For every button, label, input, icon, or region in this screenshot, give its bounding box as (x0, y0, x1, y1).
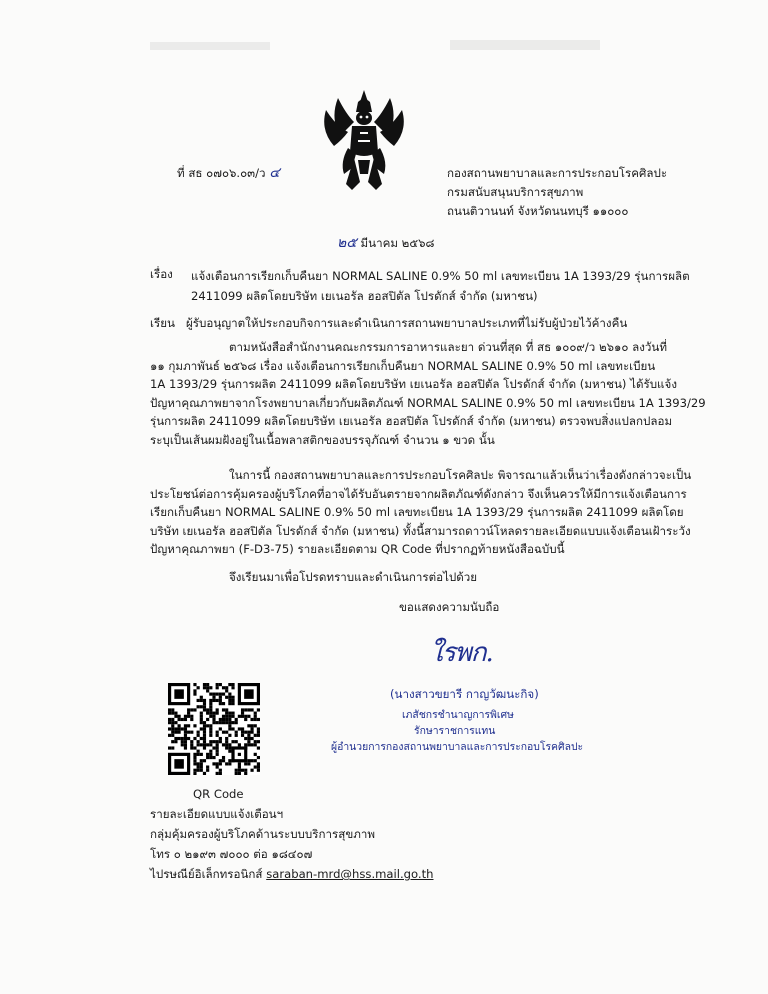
regards-text: ขอแสดงความนับถือ (399, 600, 500, 614)
handwritten-signature: ใรพก. (430, 638, 493, 668)
paragraph-line: ตามหนังสือสำนักงานคณะกรรมการอาหารและยา ด่วนที่สุด ที่ สธ ๑๐๐๙/ว ๒๖๑๐ ลงวันที่ (229, 340, 667, 354)
contact-email-line (150, 866, 434, 882)
body-paragraph-1 (150, 338, 706, 449)
agency-line: กรมสนับสนุนบริการสุขภาพ (447, 185, 584, 199)
document-date (337, 235, 434, 251)
closing-line: จึงเรียนมาเพื่อโปรดทราบและดำเนินการต่อไปด้วย (229, 570, 478, 584)
bleed-through-marks (150, 36, 610, 60)
contact-email-link[interactable]: saraban-mrd@hss.mail.go.th (266, 867, 434, 881)
reference-handwritten-number: ๔ (269, 165, 280, 181)
subject-line: 2411099 ผลิตโดยบริษัท เยเนอรัล ฮอสปิตัล โปรดักส์ จำกัด (มหาชน) (191, 289, 538, 303)
qr-detail-label: รายละเอียดแบบแจ้งเตือนฯ (150, 807, 284, 821)
qr-caption: QR Code (193, 787, 244, 801)
qr-code[interactable] (168, 683, 260, 775)
date-month-year: มีนาคม ๒๕๖๘ (360, 236, 435, 250)
reference-number (177, 165, 280, 181)
contact-phone: โทร ๐ ๒๑๙๓ ๗๐๐๐ ต่อ ๑๘๔๐๗ (150, 847, 313, 861)
signer-position: เภสัชกรชำนาญการพิเศษ (402, 709, 514, 721)
agency-line: กองสถานพยาบาลและการประกอบโรคศิลปะ (447, 166, 668, 180)
subject-text (191, 266, 690, 306)
paragraph-line: บริษัท เยเนอรัล ฮอสปิตัล โปรดักส์ จำกัด (มหาชน) ทั้งนี้สามารถดาวน์โหลดรายละเอียดแบบแจ้งเตือนเฝ้าระวัง (150, 523, 691, 538)
agency-line: ถนนติวานนท์ จังหวัดนนทบุรี ๑๑๐๐๐ (447, 204, 629, 218)
signer-acting-title: รักษาราชการแทน (414, 725, 496, 737)
garuda-emblem-icon (318, 88, 410, 194)
paragraph-line: ๑๑ กุมภาพันธ์ ๒๕๖๘ เรื่อง แจ้งเตือนการเรียกเก็บคืนยา NORMAL SALINE 0.9% 50 ml เลขทะเบียน (150, 358, 656, 373)
paragraph-line: ปัญหาคุณภาพยาจากโรงพยาบาลเกี่ยวกับผลิตภัณฑ์ NORMAL SALINE 0.9% 50 ml เลขทะเบียน 1A 1393/29 (150, 395, 706, 410)
paragraph-line: รุ่นการผลิต 2411099 ผลิตโดยบริษัท เยเนอรัล ฮอสปิตัล โปรดักส์ จำกัด (มหาชน) ตรวจพบสิ่งแปลกปลอม (150, 414, 673, 428)
paragraph-line: ระบุเป็นเส้นผมฝังอยู่ในเนื้อพลาสติกของบรรจุภัณฑ์ จำนวน ๑ ขวด นั้น (150, 432, 495, 447)
contact-email-label: ไปรษณีย์อิเล็กทรอนิกส์ (150, 867, 263, 881)
subject-line: แจ้งเตือนการเรียกเก็บคืนยา NORMAL SALINE 0.9% 50 ml เลขทะเบียน 1A 1393/29 รุ่นการผลิต (191, 269, 690, 283)
paragraph-line: เรียกเก็บคืนยา NORMAL SALINE 0.9% 50 ml เลขทะเบียน 1A 1393/29 รุ่นการผลิต 2411099 ผลิตโดย (150, 505, 684, 519)
subject-label: เรื่อง (150, 267, 173, 281)
agency-address (447, 165, 667, 222)
qr-code-icon (168, 683, 260, 775)
addressee-text: ผู้รับอนุญาตให้ประกอบกิจการและดำเนินการสถานพยาบาลประเภทที่ไม่รับผู้ป่วยไว้ค้างคืน (186, 316, 628, 330)
reference-number-text: ที่ สธ ๐๗๐๖.๐๓/ว (177, 166, 266, 180)
contact-division: กลุ่มคุ้มครองผู้บริโภคด้านระบบบริการสุขภาพ (150, 827, 376, 841)
date-handwritten-day: ๒๕ (337, 235, 357, 251)
addressee-label: เรียน (150, 316, 175, 330)
signer-office: ผู้อำนวยการกองสถานพยาบาลและการประกอบโรคศิลปะ (331, 741, 584, 753)
paragraph-line: 1A 1393/29 รุ่นการผลิต 2411099 ผลิตโดยบริษัท เยเนอรัล ฮอสปิตัล โปรดักส์ จำกัด (มหาชน) ได้รับแจ้ง (150, 377, 677, 391)
body-paragraph-2 (150, 466, 691, 559)
paragraph-line: ในการนี้ กองสถานพยาบาลและการประกอบโรคศิลปะ พิจารณาแล้วเห็นว่าเรื่องดังกล่าวจะเป็น (229, 468, 692, 482)
paragraph-line: ปัญหาคุณภาพยา (F-D3-75) รายละเอียดตาม QR Code ที่ปรากฏท้ายหนังสือฉบับนี้ (150, 542, 565, 556)
paragraph-line: ประโยชน์ต่อการคุ้มครองผู้บริโภคที่อาจได้รับอันตรายจากผลิตภัณฑ์ดังกล่าว จึงเห็นควรให้มีการแจ้งเตือนการ (150, 486, 687, 501)
signer-name: (นางสาวขยารี กาญวัฒนะกิจ) (390, 687, 539, 701)
